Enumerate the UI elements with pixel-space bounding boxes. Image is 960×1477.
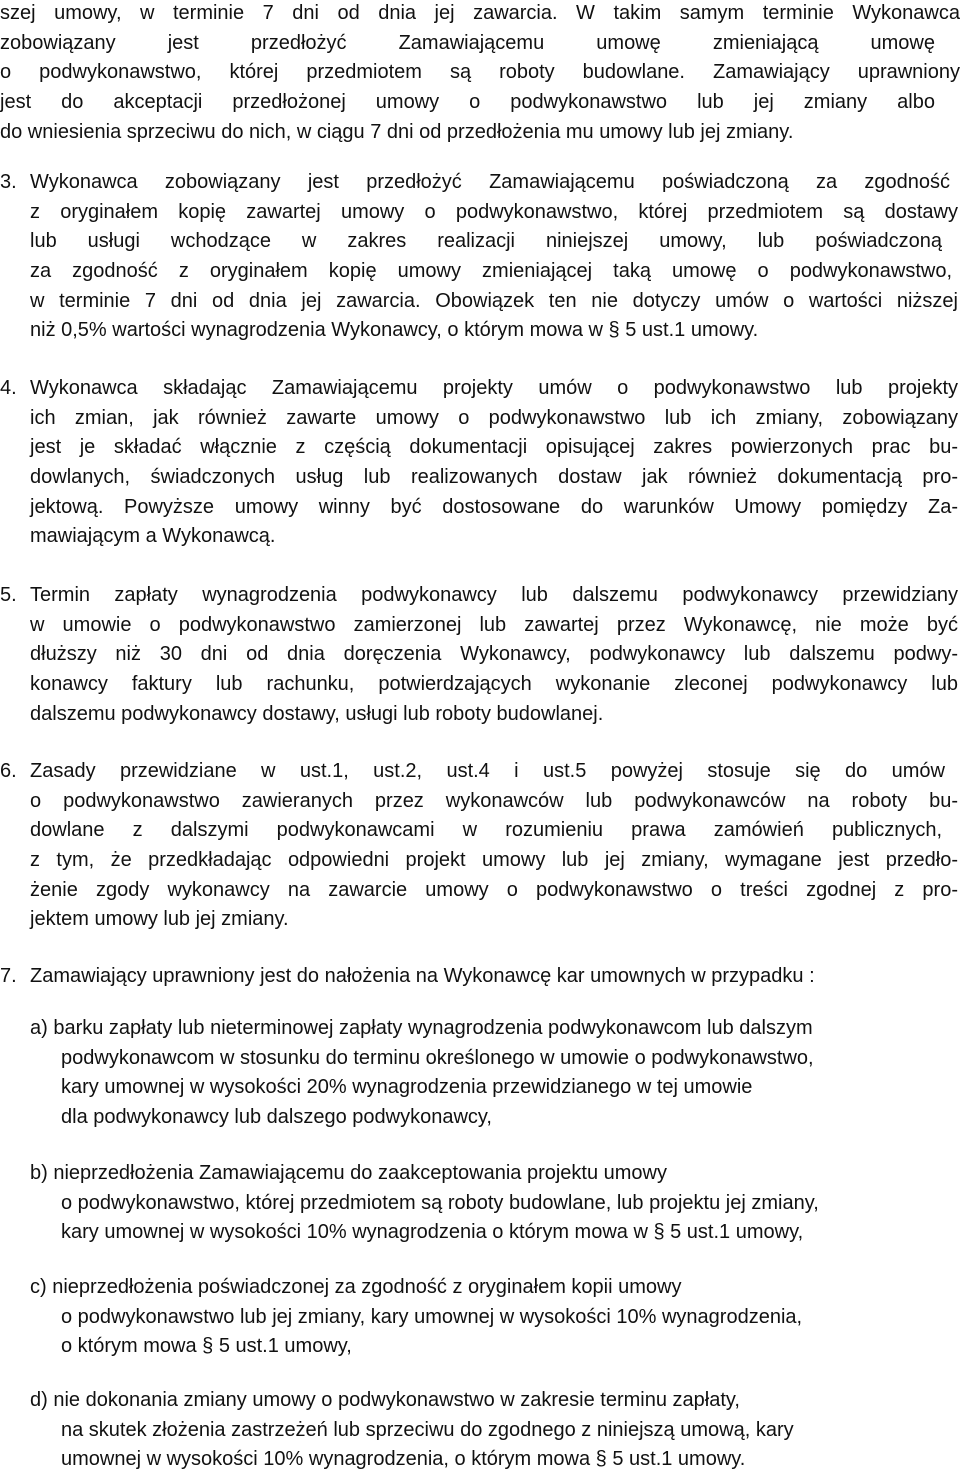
sub-item-d (30, 1386, 950, 1475)
text-line: o którym mowa § 5 ust.1 umowy, (61, 1335, 352, 1358)
item-number: 5. (0, 584, 17, 606)
text-line: podwykonawcom w stosunku do terminu określonego w umowie o podwykonawstwo, (61, 1046, 814, 1069)
text-line: a) barku zapłaty lub nieterminowej zapłaty wynagrodzenia podwykonawcom lub dalszym (30, 1017, 813, 1039)
item-number: 3. (0, 171, 17, 193)
sub-item-c (30, 1273, 950, 1362)
item-text (30, 757, 960, 935)
sub-item-a (30, 1014, 950, 1133)
text-line: jest do akceptacji przedłożonej umowy o podwykonawstwo lub jej zmiany albo (0, 91, 935, 114)
text-line: dowlane z dalszymi podwykonawcami w rozumieniu prawa zamówień publicznych, (30, 819, 942, 842)
text-line: d) nie dokonania zmiany umowy o podwykonawstwo w zakresie terminu zapłaty, (30, 1389, 740, 1411)
text-line: kary umownej w wysokości 20% wynagrodzenia przewidzianego w tej umowie (61, 1076, 753, 1099)
text-line: z tym, że przedkładając odpowiedni projekt umowy lub jej zmiany, wymagane jest przedło- (30, 849, 958, 872)
item-text (30, 168, 960, 346)
text-line: jektową. Powyższe umowy winny być dostosowane do warunków Umowy pomiędzy Za- (30, 495, 958, 518)
text-line: c) nieprzedłożenia poświadczonej za zgodność z oryginałem kopii umowy (30, 1276, 682, 1298)
text-line: jest je składać włącznie z częścią dokumentacji opisującej zakres powierzonych prac bu- (30, 436, 958, 459)
text-line: kary umownej w wysokości 10% wynagrodzenia o którym mowa w § 5 ust.1 umowy, (61, 1221, 804, 1244)
text-line: o podwykonawstwo, której przedmiotem są roboty budowlane, lub projektu jej zmiany, (61, 1191, 819, 1214)
text-line: dłuższy niż 30 dni od dnia doręczenia Wykonawcy, podwykonawcy lub dalszemu podwy- (30, 643, 958, 666)
item-text (30, 581, 960, 729)
text-line: dowlanych, świadczonych usług lub realizowanych dostaw jak również dokumentacją pro- (30, 466, 958, 489)
text-line: w terminie 7 dni od dnia jej zawarcia. Obowiązek ten nie dotyczy umów o wartości niższej (30, 289, 958, 312)
text-line: umownej w wysokości 10% wynagrodzenia, o którym mowa § 5 ust.1 umowy. (61, 1448, 746, 1471)
text-line: szej umowy, w terminie 7 dni od dnia jej zawarcia. W takim samym terminie Wykonawca (0, 2, 960, 24)
text-line: konawcy faktury lub rachunku, potwierdzających wykonanie zleconej podwykonawcy lub (30, 673, 958, 696)
item-number: 7. (0, 965, 17, 987)
text-line: zobowiązany jest przedłożyć Zamawiającemu umowę zmieniającą umowę (0, 31, 935, 54)
text-line: na skutek złożenia zastrzeżeń lub sprzeciwu do zgodnego z niniejszą umową, kary (61, 1418, 794, 1441)
text-line: ich zmian, jak również zawarte umowy o podwykonawstwo lub ich zmiany, zobowiązany (30, 406, 958, 429)
item-text (30, 374, 960, 552)
item-text (30, 962, 960, 992)
text-line: z oryginałem kopię zawartej umowy o podwykonawstwo, której przedmiotem są dostawy (30, 200, 958, 223)
text-line: Wykonawca zobowiązany jest przedłożyć Zamawiającemu poświadczoną za zgodność (30, 171, 950, 193)
text-line: dalszemu podwykonawcy dostawy, usługi lub roboty budowlanej. (30, 702, 604, 725)
text-line: Termin zapłaty wynagrodzenia podwykonawcy lub dalszemu podwykonawcy przewidziany (30, 584, 958, 606)
text-line: Zamawiający uprawniony jest do nałożenia na Wykonawcę kar umownych w przypadku : (30, 965, 815, 987)
text-line: za zgodność z oryginałem kopię umowy zmieniającej taką umowę o podwykonawstwo, (30, 260, 952, 283)
text-line: mawiającym a Wykonawcą. (30, 525, 276, 548)
item-number: 6. (0, 760, 17, 782)
sub-item-b (30, 1159, 950, 1248)
text-line: dla podwykonawcy lub dalszego podwykonawcy, (61, 1106, 492, 1129)
text-line: Zasady przewidziane w ust.1, ust.2, ust.4 i ust.5 powyżej stosuje się do umów (30, 760, 945, 782)
text-line: Wykonawca składając Zamawiającemu projekty umów o podwykonawstwo lub projekty (30, 377, 958, 399)
text-line: o podwykonawstwo zawieranych przez wykonawców lub podwykonawców na roboty bu- (30, 789, 958, 812)
text-line: jektem umowy lub jej zmiany. (30, 908, 289, 931)
text-line: b) nieprzedłożenia Zamawiającemu do zaakceptowania projektu umowy (30, 1162, 668, 1184)
text-line: żenie zgody wykonawcy na zawarcie umowy o podwykonawstwo o treści zgodnej z pro- (30, 878, 958, 901)
text-line: niż 0,5% wartości wynagrodzenia Wykonawcy, o którym mowa w § 5 ust.1 umowy. (30, 319, 759, 342)
item-number: 4. (0, 377, 17, 399)
text-line: w umowie o podwykonawstwo zamierzonej lub zawartej przez Wykonawcę, nie może być (30, 613, 958, 636)
text-line: lub usługi wchodzące w zakres realizacji niniejszej umowy, lub poświadczoną (30, 230, 942, 253)
text-line: do wniesienia sprzeciwu do nich, w ciągu 7 dni od przedłożenia mu umowy lub jej zmiany. (0, 120, 794, 143)
text-line: o podwykonawstwo, której przedmiotem są roboty budowlane. Zamawiający uprawniony (0, 61, 960, 84)
text-line: o podwykonawstwo lub jej zmiany, kary umownej w wysokości 10% wynagrodzenia, (61, 1305, 803, 1328)
intro-paragraph (0, 0, 960, 147)
